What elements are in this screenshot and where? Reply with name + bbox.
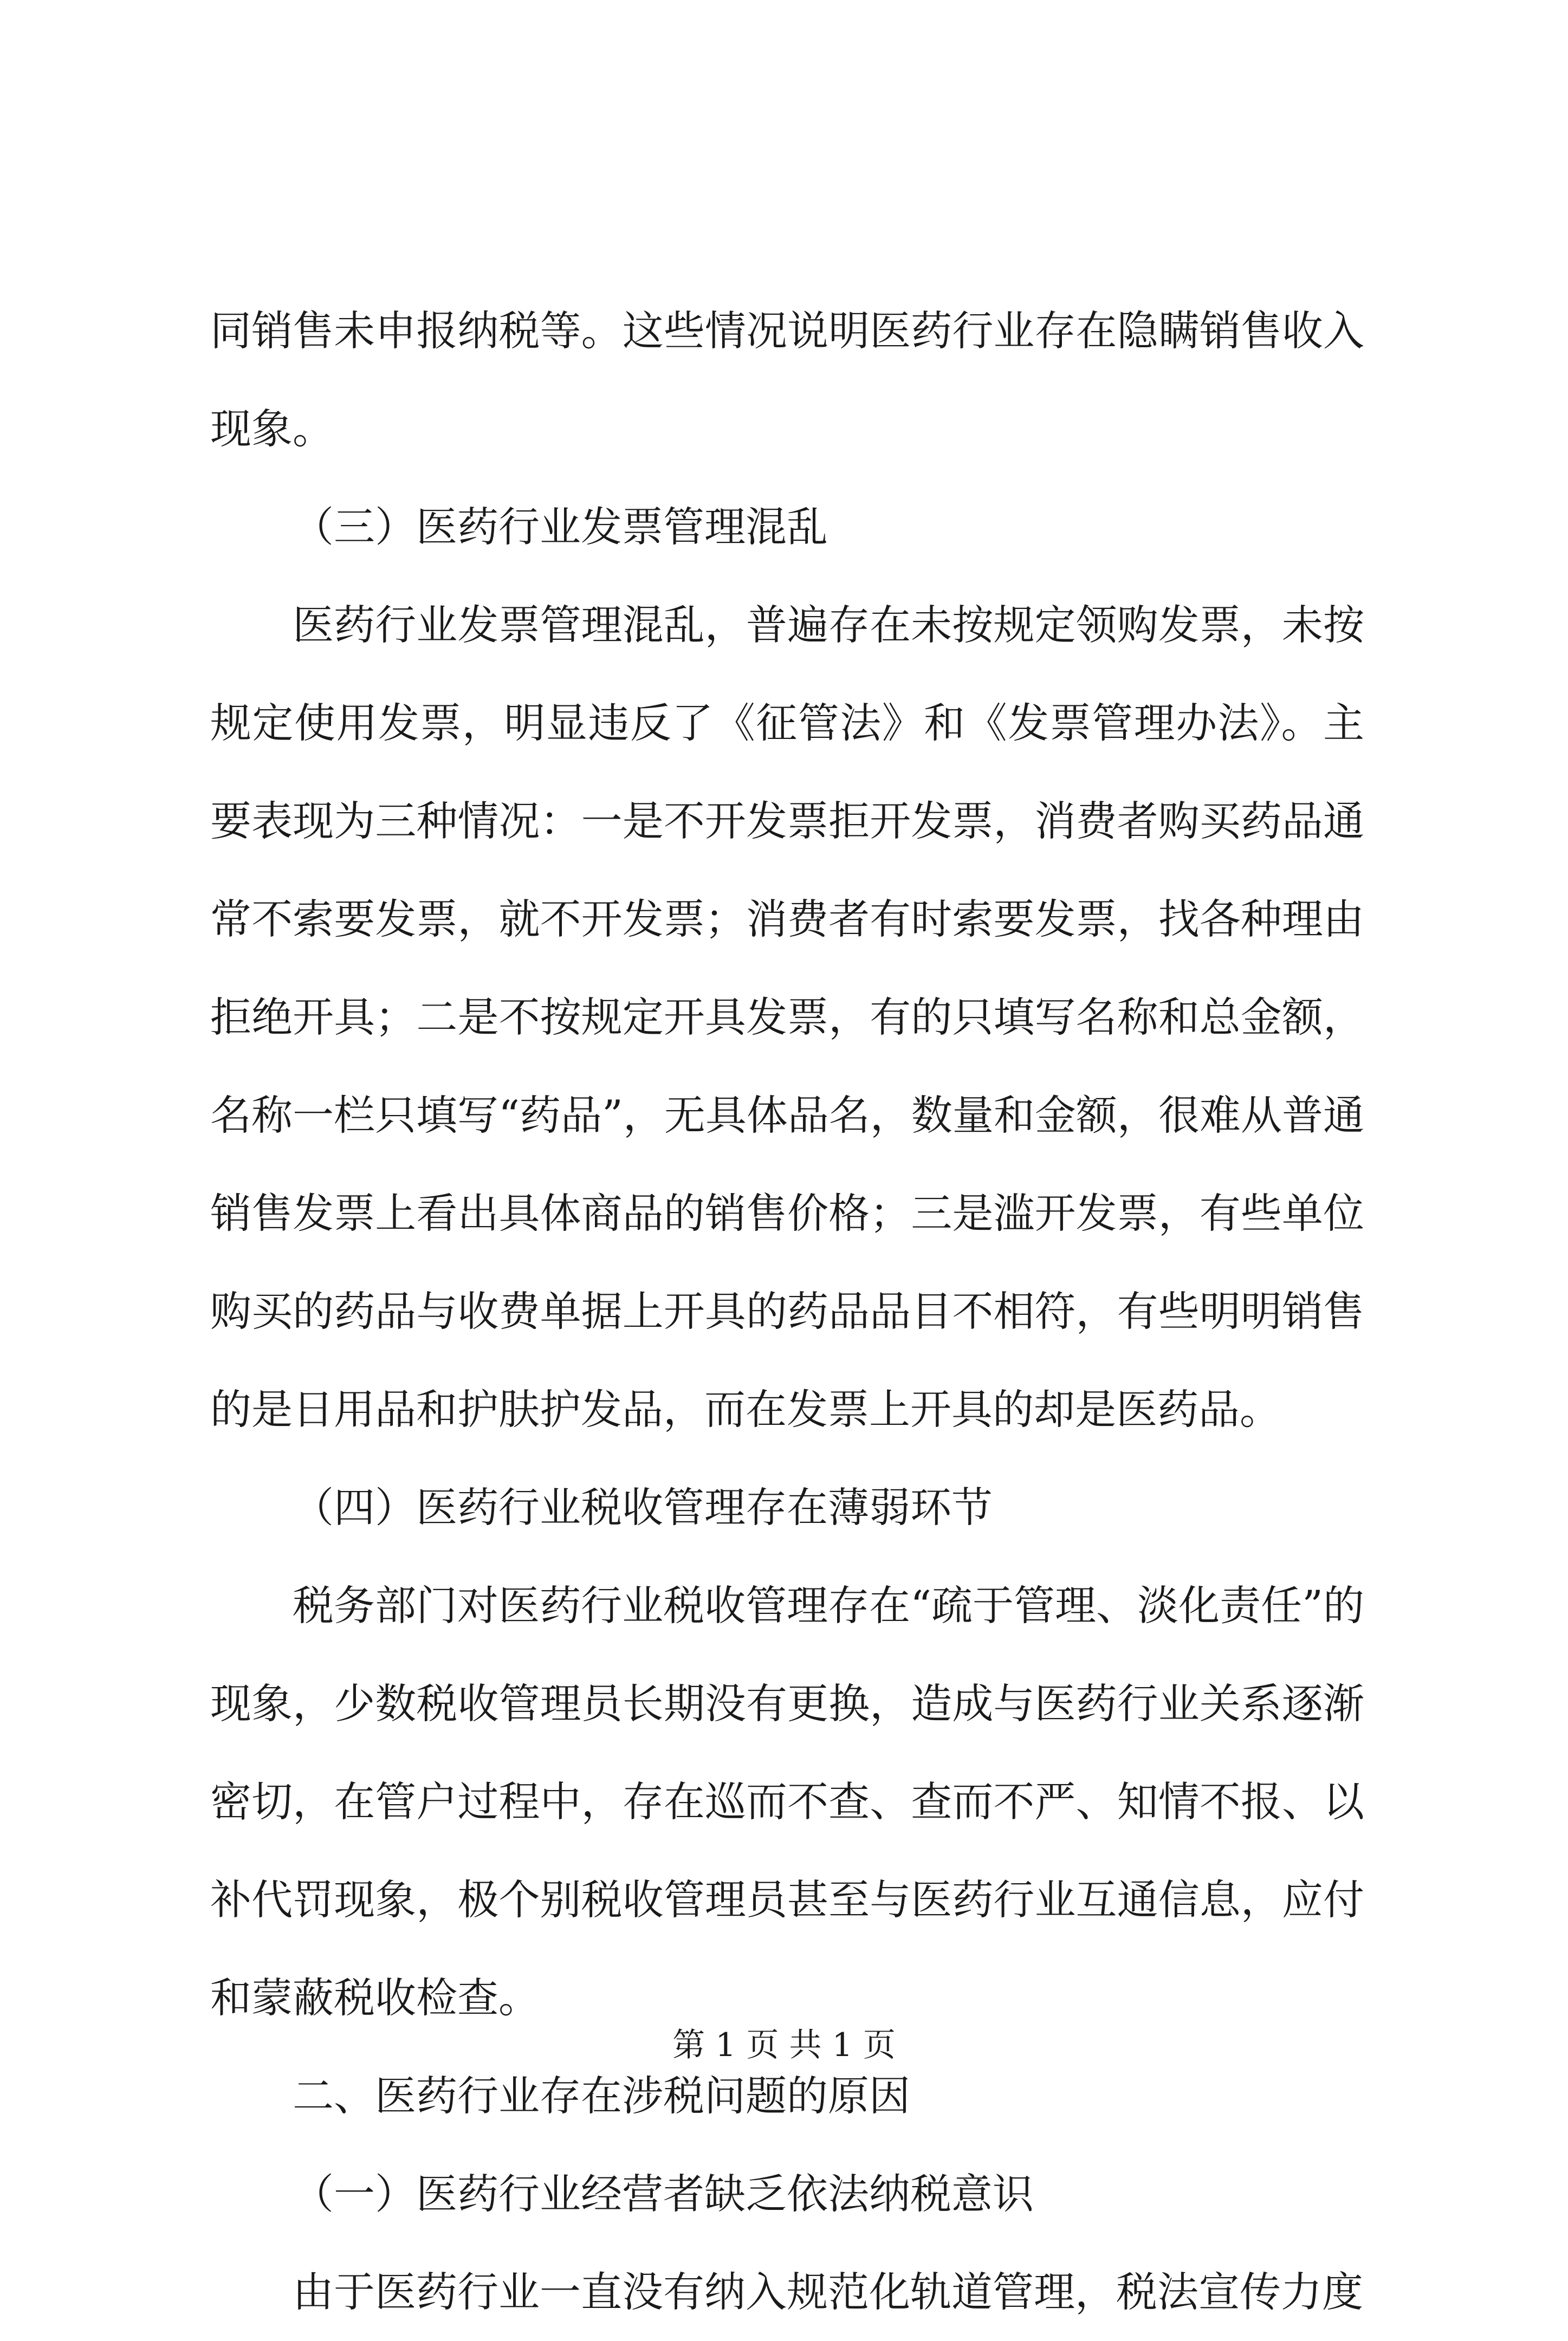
section-heading-4: （四）医药行业税收管理存在薄弱环节 bbox=[293, 1483, 993, 1532]
paragraph-continuation: 同销售未申报纳税等。这些情况说明医药行业存在隐瞒销售收入现象。 bbox=[210, 307, 1364, 453]
section-heading-1: （一）医药行业经营者缺乏依法纳税意识 bbox=[293, 2170, 1034, 2218]
section-heading-3: （三）医药行业发票管理混乱 bbox=[293, 503, 828, 551]
paragraph-reason: 由于医药行业一直没有纳入规范化轨道管理，税法宣传力度 bbox=[293, 2268, 1363, 2316]
paragraph-tax-management: 税务部门对医药行业税收管理存在“疏于管理、淡化责任”的现象，少数税收管理员长期没有更换，造成与医药行业关系逐渐密切，在管户过程中，存在巡而不查、查而不严、知情不报、以补代罚现象，极个别税收管理员甚至与医药行业互通信息，应付和蒙蔽税收检查。 bbox=[210, 1581, 1364, 2022]
paragraph-invoice-management: 医药行业发票管理混乱，普遍存在未按规定领购发票，未按规定使用发票，明显违反了《征管法》和《发票管理办法》。主要表现为三种情况：一是不开发票拒开发票，消费者购买药品通常不索要发票，就不开发票；消费者有时索要发票，找各种理由拒绝开具；二是不按规定开具发票，有的只填写名称和总金额，名称一栏只填写“药品”，无具体品名，数量和金额，很难从普通销售发票上看出具体商品的销售价格；三是滥开发票，有些单位购买的药品与收费单据上开具的药品品目不相符，有些明明销售的是日用品和护肤护发品，而在发票上开具的却是医药品。 bbox=[210, 601, 1364, 1434]
page-footer: 第 1 页 共 1 页 bbox=[672, 2026, 896, 2064]
chapter-heading-2: 二、医药行业存在涉税问题的原因 bbox=[293, 2072, 910, 2120]
